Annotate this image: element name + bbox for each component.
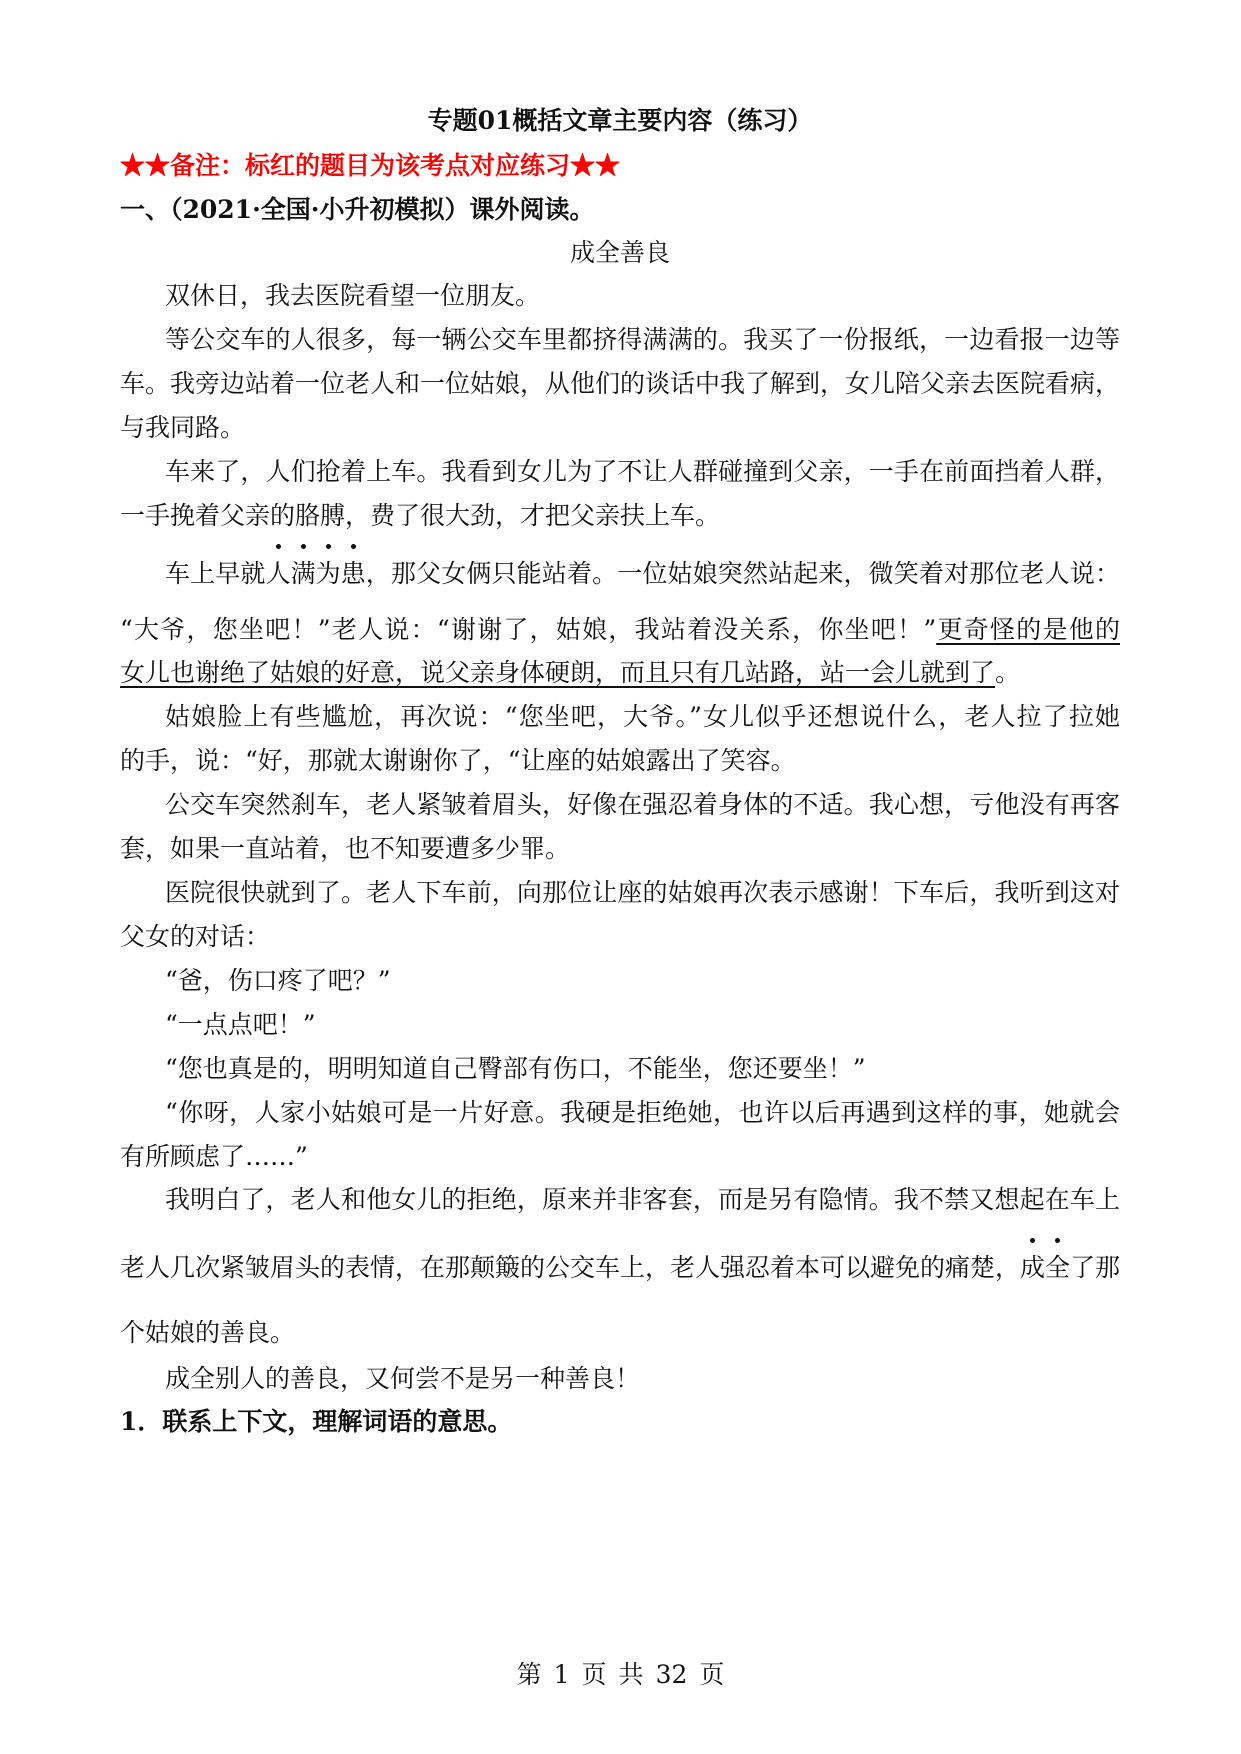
paragraph-8-line-2 [120, 1248, 1120, 1288]
p4-line2-text: “大爷，您坐吧！”老人说：“谢谢了，姑娘，我站着没关系，你坐吧！” [120, 615, 937, 644]
paragraph-4-line-2 [120, 610, 1120, 650]
dialogue-line-5: 有所顾虑了……” [120, 1142, 308, 1171]
dialogue-line-2: “一点点吧！” [165, 1010, 316, 1039]
section-heading: 一、（2021·全国·小升初模拟）课外阅读。 [120, 195, 595, 224]
emphasis-dot-char: 满 [291, 554, 316, 594]
dialogue-line-3: “您也真是的，明明知道自己臀部有伤口，不能坐，您还要坐！” [165, 1054, 866, 1083]
paragraph-7-line-1: 医院很快就到了。老人下车前，向那位让座的姑娘再次表示感谢！下车后，我听到这对 [165, 878, 1120, 907]
footer-word: 页 [581, 1660, 607, 1689]
paragraph-3-line-1: 车来了，人们抢着上车。我看到女儿为了不让人群碰撞到父亲，一手在前面挡着人群， [165, 457, 1120, 486]
paragraph-6-line-2: 套，如果一直站着，也不知要遭多少罪。 [120, 834, 571, 863]
paragraph-3-line-2: 一手挽着父亲的胳膊，费了很大劲，才把父亲扶上车。 [120, 501, 721, 530]
paragraph-4-line-3 [120, 653, 1120, 693]
underlined-sentence-part-1: 更奇怪的是他的 [936, 615, 1120, 644]
emphasis-dot-char: 成 [1020, 1248, 1045, 1288]
note-line: ★★备注：标红的题目为该考点对应练习★★ [120, 151, 621, 180]
p4-line3-end: 。 [995, 658, 1021, 687]
emphasis-dot-char: 全 [1045, 1248, 1070, 1288]
paragraph-1: 双休日，我去医院看望一位朋友。 [165, 281, 541, 310]
underlined-sentence-part-2: 女儿也谢绝了姑娘的好意，说父亲身体硬朗，而且只有几站路，站一会儿就到了 [120, 658, 996, 687]
dialogue-line-4: “你呀，人家小姑娘可是一片好意。我硬是拒绝她，也许以后再遇到这样的事，她就会 [165, 1098, 1120, 1127]
footer-total-pages: 32 [655, 1660, 688, 1689]
p4-text-a: 车上早就 [165, 559, 266, 588]
paragraph-2-line-1: 等公交车的人很多，每一辆公交车里都挤得满满的。我买了一份报纸，一边看报一边等 [165, 325, 1120, 354]
emphasis-dot-char: 为 [316, 554, 341, 594]
footer-word: 共 [618, 1660, 644, 1689]
paragraph-8-line-3: 个姑娘的善良。 [120, 1318, 296, 1347]
footer-page-number: 1 [553, 1660, 570, 1689]
paragraph-8-line-1: 我明白了，老人和他女儿的拒绝，原来并非客套，而是另有隐情。我不禁又想起在车上 [165, 1185, 1120, 1214]
page-title: 专题01概括文章主要内容（练习） [427, 106, 813, 135]
paragraph-2-line-3: 与我同路。 [120, 413, 246, 442]
dialogue-line-1: “爸，伤口疼了吧？” [165, 966, 391, 995]
paragraph-9: 成全别人的善良，又何尝不是另一种善良！ [165, 1364, 641, 1393]
p4-text-b: ，那父女俩只能站着。一位姑娘突然站起来，微笑着对那位老人说： [365, 559, 1120, 588]
paragraph-2-line-2: 车。我旁边站着一位老人和一位姑娘，从他们的谈话中我了解到，女儿陪父亲去医院看病， [120, 369, 1121, 398]
paragraph-6-line-1: 公交车突然刹车，老人紧皱着眉头，好像在强忍着身体的不适。我心想，亏他没有再客 [165, 790, 1120, 819]
paragraph-5-line-1: 姑娘脸上有些尴尬，再次说：“您坐吧，大爷。”女儿似乎还想说什么，老人拉了拉她 [165, 702, 1120, 731]
footer-word: 页 [699, 1660, 725, 1689]
footer-word: 第 [516, 1660, 542, 1689]
p8-text-a: 老人几次紧皱眉头的表情，在那颠簸的公交车上，老人强忍着本可以避免的痛楚， [120, 1253, 1021, 1282]
article-title: 成全善良 [569, 238, 670, 267]
page-footer [0, 1655, 1241, 1695]
p8-text-b: 了那 [1070, 1253, 1121, 1282]
paragraph-5-line-2: 的手，说：“好，那就太谢谢你了，“让座的姑娘露出了笑容。 [120, 746, 796, 775]
paragraph-7-line-2: 父女的对话： [120, 922, 271, 951]
emphasis-dot-char: 患 [341, 554, 366, 594]
question-1: 1．联系上下文，理解词语的意思。 [120, 1407, 513, 1436]
emphasis-dot-char: 人 [266, 554, 291, 594]
paragraph-4-line-1 [120, 554, 1120, 594]
